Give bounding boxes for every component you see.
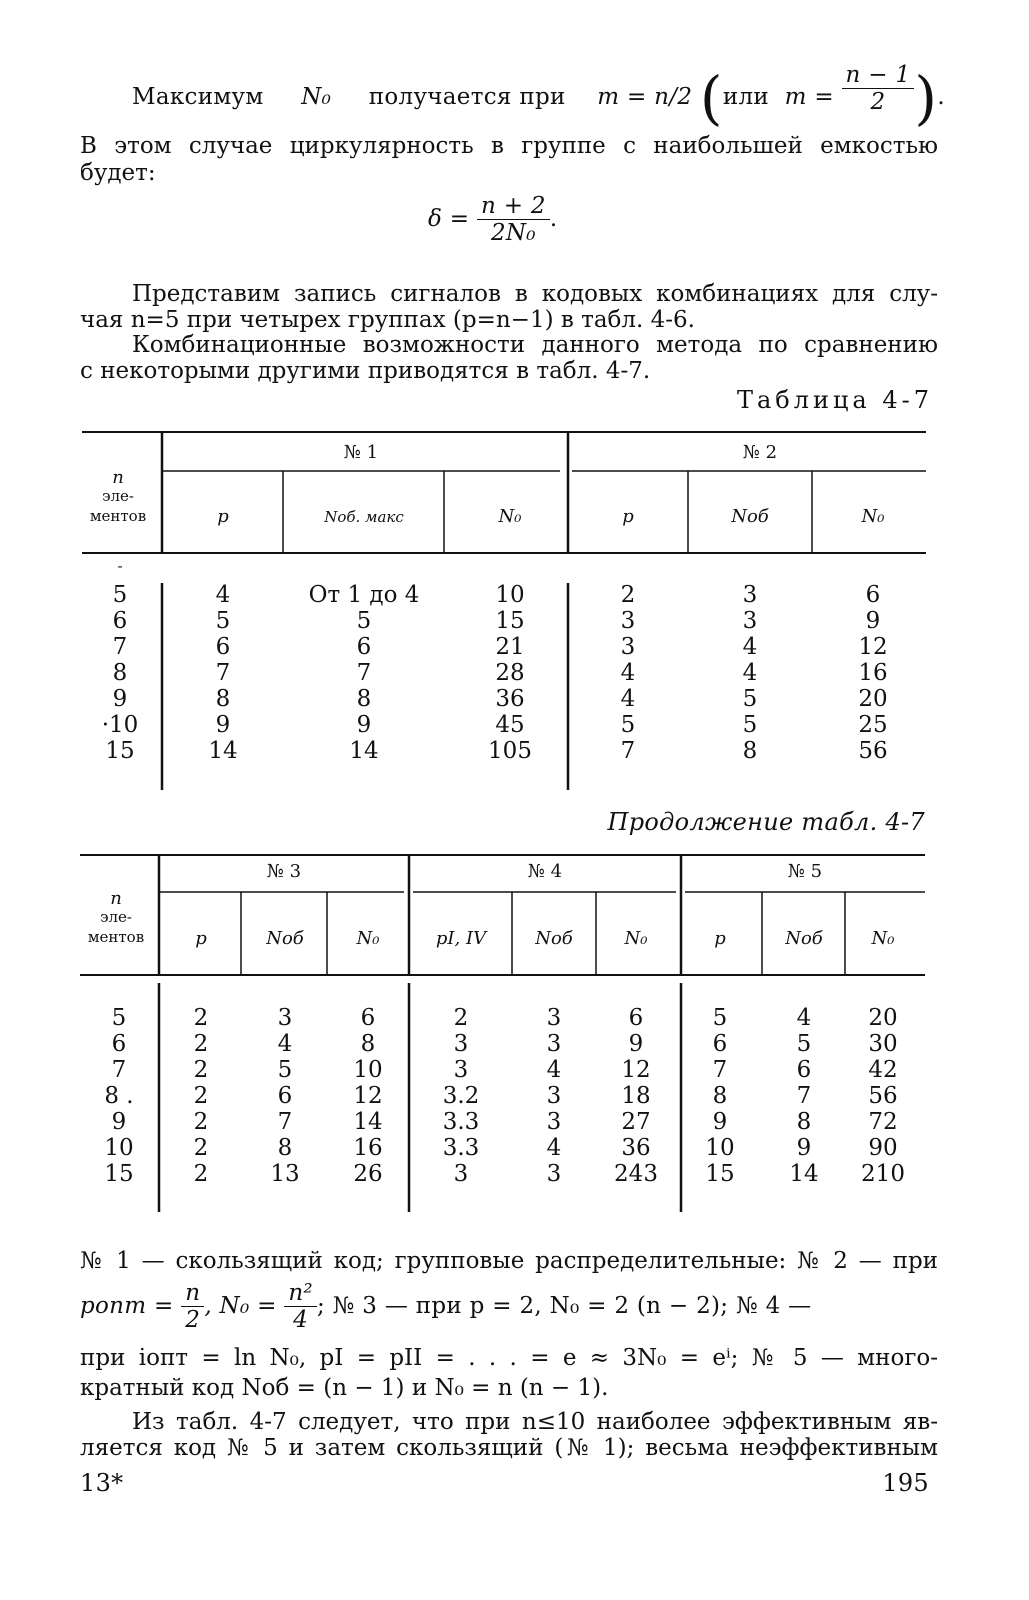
t2-cell-r3-c4: 3.2 <box>442 1083 480 1109</box>
notes-frac1-num: n <box>181 1280 204 1307</box>
t2-cell-r1-c1: 2 <box>193 1031 209 1057</box>
t2-cell-r5-c6: 36 <box>621 1135 651 1161</box>
t2-cell-r0-c4: 2 <box>453 1005 469 1031</box>
t2-cell-r4-c4: 3.3 <box>442 1109 480 1135</box>
t1-cell-r1-c5: 3 <box>742 608 758 634</box>
t2-cell-r0-c6: 6 <box>628 1005 644 1031</box>
t2-cell-r1-c2: 4 <box>277 1031 293 1057</box>
t1-cell-r4-c4: 4 <box>620 686 636 712</box>
t1-cell-r6-c2: 14 <box>349 738 379 764</box>
t2-cell-r5-c5: 4 <box>546 1135 562 1161</box>
notes-frac2-den: 4 <box>293 1307 309 1333</box>
t2-cell-r0-c9: 20 <box>868 1005 898 1031</box>
t2-cell-r4-c3: 14 <box>353 1109 383 1135</box>
t1-cell-r6-c3: 105 <box>488 738 532 764</box>
t1-cell-r4-c0: 9 <box>112 686 128 712</box>
t2-rowhdr-line2: эле- <box>100 908 132 926</box>
t2-cell-r2-c5: 4 <box>546 1057 562 1083</box>
left-paren: ( <box>699 64 723 132</box>
max-var: N₀ <box>301 84 332 110</box>
t2-cell-r6-c5: 3 <box>546 1161 562 1187</box>
table2-caption: Продолжение табл. 4-7 <box>607 808 925 836</box>
t1-col-nob: Nоб <box>731 506 769 527</box>
t2-rowhdr-n: n <box>110 888 122 909</box>
t2-cell-r2-c1: 2 <box>193 1057 209 1083</box>
t2-cell-r5-c8: 9 <box>796 1135 812 1161</box>
max-alt-word: или <box>722 84 769 110</box>
notes-line4: кратный код Nоб = (n − 1) и N₀ = n (n − 1). <box>80 1375 609 1401</box>
t2-cell-r5-c2: 8 <box>277 1135 293 1161</box>
t1-cell-r0-c2: От 1 до 4 <box>308 582 420 608</box>
t2-cell-r5-c9: 90 <box>868 1135 898 1161</box>
t1-cell-r3-c3: 28 <box>495 660 525 686</box>
t2-cell-r1-c6: 9 <box>628 1031 644 1057</box>
t2-col-n03: N₀ <box>356 928 380 949</box>
t2-cell-r5-c3: 16 <box>353 1135 383 1161</box>
t2-cell-r0-c8: 4 <box>796 1005 812 1031</box>
t2-cell-r2-c6: 12 <box>621 1057 651 1083</box>
t2-cell-r6-c8: 14 <box>789 1161 819 1187</box>
max-alt-num: n − 1 <box>842 62 915 89</box>
delta-formula: δ = $\frac{n + 2}{\text{2N₀}}$ . <box>428 193 558 246</box>
t2-rowhdr-line3: ментов <box>87 928 145 946</box>
t1-cell-r4-c2: 8 <box>356 686 372 712</box>
t2-cell-r3-c7: 8 <box>712 1083 728 1109</box>
t2-cell-r0-c3: 6 <box>360 1005 376 1031</box>
t2-cell-r1-c0: 6 <box>111 1031 127 1057</box>
t1-cell-r2-c1: 6 <box>215 634 231 660</box>
para1-line1: Представим запись сигналов в кодовых комбинациях для слу- <box>132 281 938 307</box>
t1-cell-r3-c6: 16 <box>858 660 888 686</box>
t2-col-nob3: Nоб <box>266 928 304 949</box>
table1-caption: Таблица 4-7 <box>736 386 933 414</box>
t1-group-1: № 1 <box>343 442 379 463</box>
t2-cell-r6-c6: 243 <box>614 1161 658 1187</box>
t2-cell-r0-c7: 5 <box>712 1005 728 1031</box>
t2-cell-r1-c8: 5 <box>796 1031 812 1057</box>
signature-mark: 13* <box>80 1469 124 1497</box>
t1-cell-r0-c5: 3 <box>742 582 758 608</box>
t2-cell-r4-c2: 7 <box>277 1109 293 1135</box>
t1-col-p1: p <box>217 506 229 527</box>
t2-cell-r6-c4: 3 <box>453 1161 469 1187</box>
case-line1: В этом случае циркулярность в группе с наибольшей емкостью <box>80 133 938 159</box>
notes-frac1-den: 2 <box>185 1307 201 1333</box>
t2-col-n05: N₀ <box>871 928 895 949</box>
case-line2: будет: <box>80 160 156 186</box>
t1-rowhdr-line2: эле- <box>102 487 134 505</box>
t1-cell-r2-c4: 3 <box>620 634 636 660</box>
notes-n0: , N₀ = <box>204 1293 277 1319</box>
t2-cell-r4-c8: 8 <box>796 1109 812 1135</box>
t2-cell-r0-c5: 3 <box>546 1005 562 1031</box>
t2-cell-r5-c4: 3.3 <box>442 1135 480 1161</box>
t1-cell-r5-c3: 45 <box>495 712 525 738</box>
t1-cell-r0-c1: 4 <box>215 582 231 608</box>
p-opt: pопт = <box>80 1293 174 1319</box>
t1-cell-r1-c3: 15 <box>495 608 525 634</box>
t2-cell-r5-c0: 10 <box>104 1135 134 1161</box>
t1-cell-r5-c2: 9 <box>356 712 372 738</box>
t1-col-nob-max: Nоб. макс <box>324 508 404 526</box>
t2-cell-r4-c0: 9 <box>111 1109 127 1135</box>
t1-cell-r4-c3: 36 <box>495 686 525 712</box>
t1-cell-r0-c4: 2 <box>620 582 636 608</box>
t1-cell-r1-c6: 9 <box>865 608 881 634</box>
t2-cell-r6-c3: 26 <box>353 1161 383 1187</box>
t2-group-5: № 5 <box>787 861 823 882</box>
right-paren: ) <box>914 64 938 132</box>
t2-cell-r6-c9: 210 <box>861 1161 905 1187</box>
t2-cell-r5-c7: 10 <box>705 1135 735 1161</box>
t1-cell-r1-c1: 5 <box>215 608 231 634</box>
max-mid: получается при <box>368 84 566 110</box>
t2-cell-r0-c1: 2 <box>193 1005 209 1031</box>
t2-cell-r0-c0: 5 <box>111 1005 127 1031</box>
t2-cell-r2-c0: 7 <box>111 1057 127 1083</box>
table2 <box>0 848 1029 1223</box>
notes-line2-rest: ; № 3 — при p = 2, N₀ = 2 (n − 2); № 4 — <box>316 1293 812 1319</box>
final-para-line1: Из табл. 4-7 следует, что при n≤10 наиболее эффективным яв- <box>132 1409 938 1435</box>
t2-col-nob5: Nоб <box>785 928 823 949</box>
t1-cell-r0-c6: 6 <box>865 582 881 608</box>
t2-cell-r6-c1: 2 <box>193 1161 209 1187</box>
t2-col-n04: N₀ <box>624 928 648 949</box>
notes-frac1 <box>181 1280 204 1333</box>
max-line-start: Максимум <box>132 84 264 110</box>
t1-cell-r3-c1: 7 <box>215 660 231 686</box>
t1-cell-r6-c4: 7 <box>620 738 636 764</box>
table1 <box>0 425 1029 805</box>
t1-cell-r5-c0: ·10 <box>101 712 139 738</box>
t1-cell-r5-c6: 25 <box>858 712 888 738</box>
t2-col-p5: p <box>714 928 726 949</box>
delta-lhs: δ = <box>428 206 470 232</box>
t1-cell-r3-c2: 7 <box>356 660 372 686</box>
t1-cell-r4-c6: 20 <box>858 686 888 712</box>
t2-cell-r4-c7: 9 <box>712 1109 728 1135</box>
t2-cell-r3-c9: 56 <box>868 1083 898 1109</box>
para1-line2: чая n=5 при четырех группах (p=n−1) в табл. 4-6. <box>80 307 695 333</box>
delta-den: 2N₀ <box>490 220 536 246</box>
t1-cell-r2-c3: 21 <box>495 634 525 660</box>
t2-cell-r1-c4: 3 <box>453 1031 469 1057</box>
t2-cell-r1-c9: 30 <box>868 1031 898 1057</box>
t1-rowhdr-n: n <box>112 467 124 488</box>
t1-cell-r6-c1: 14 <box>208 738 238 764</box>
t2-col-nob4: Nоб <box>535 928 573 949</box>
t2-cell-r3-c0: 8 . <box>104 1083 134 1109</box>
t1-cell-r1-c0: 6 <box>112 608 128 634</box>
t2-cell-r2-c8: 6 <box>796 1057 812 1083</box>
t1-cell-r3-c4: 4 <box>620 660 636 686</box>
table1-body <box>102 582 888 764</box>
t2-cell-r6-c7: 15 <box>705 1161 735 1187</box>
t2-cell-r3-c2: 6 <box>277 1083 293 1109</box>
t2-cell-r1-c5: 3 <box>546 1031 562 1057</box>
page-number: 195 <box>882 1469 929 1497</box>
t2-cell-r4-c1: 2 <box>193 1109 209 1135</box>
max-alt-lhs: m = <box>784 84 834 110</box>
t2-cell-r3-c1: 2 <box>193 1083 209 1109</box>
max-line: Максимум N₀ получается при m = n/2 (или m = $\frac{n - 1}{2}$ ). <box>132 61 945 132</box>
t2-cell-r6-c0: 15 <box>104 1161 134 1187</box>
t2-cell-r4-c6: 27 <box>621 1109 651 1135</box>
t2-cell-r1-c7: 6 <box>712 1031 728 1057</box>
t2-cell-r3-c8: 7 <box>796 1083 812 1109</box>
notes-line3: при iопт = ln N₀, pI = pII = . . . = e ≈ 3N₀ = eⁱ; № 5 — много- <box>80 1345 938 1371</box>
t2-cell-r4-c5: 3 <box>546 1109 562 1135</box>
delta-fraction <box>477 193 550 246</box>
notes-frac2 <box>284 1280 317 1333</box>
t1-cell-r2-c2: 6 <box>356 634 372 660</box>
t1-cell-r0-c3: 10 <box>495 582 525 608</box>
t1-cell-r4-c1: 8 <box>215 686 231 712</box>
t1-cell-r1-c4: 3 <box>620 608 636 634</box>
t1-cell-r5-c4: 5 <box>620 712 636 738</box>
t1-cell-r2-c0: 7 <box>112 634 128 660</box>
max-alt-den: 2 <box>870 88 886 115</box>
t2-cell-r5-c1: 2 <box>193 1135 209 1161</box>
t1-group-2: № 2 <box>742 442 778 463</box>
t1-col-p2: p <box>622 506 634 527</box>
t1-cell-r1-c2: 5 <box>356 608 372 634</box>
t2-cell-r2-c4: 3 <box>453 1057 469 1083</box>
t1-cell-r6-c5: 8 <box>742 738 758 764</box>
t2-group-3: № 3 <box>266 861 302 882</box>
t1-cell-r6-c6: 56 <box>858 738 888 764</box>
t1-col-n0-2: N₀ <box>861 506 885 527</box>
t1-rowhdr-line3: ментов <box>89 507 147 525</box>
t2-cell-r6-c2: 13 <box>270 1161 300 1187</box>
delta-num: n + 2 <box>477 193 550 220</box>
t2-cell-r1-c3: 8 <box>360 1031 376 1057</box>
t2-cell-r3-c3: 12 <box>353 1083 383 1109</box>
para2-line2: с некоторыми другими приводятся в табл. 4-7. <box>80 358 651 384</box>
t2-cell-r2-c7: 7 <box>712 1057 728 1083</box>
t2-cell-r0-c2: 3 <box>277 1005 293 1031</box>
t2-cell-r3-c5: 3 <box>546 1083 562 1109</box>
t1-stray-mark: - <box>117 557 123 575</box>
t2-group-4: № 4 <box>527 861 563 882</box>
t2-col-p4: pI, IV <box>435 928 487 949</box>
max-cond: m = n/2 <box>597 84 693 110</box>
t1-cell-r4-c5: 5 <box>742 686 758 712</box>
table2-body <box>104 1005 905 1187</box>
final-para-line2: ляется код № 5 и затем скользящий (№ 1); весьма неэффективным <box>80 1435 938 1461</box>
t1-cell-r2-c5: 4 <box>742 634 758 660</box>
t1-cell-r3-c0: 8 <box>112 660 128 686</box>
max-alt-fraction <box>842 62 915 115</box>
notes-line1: № 1 — скользящий код; групповые распределительные: № 2 — при <box>80 1248 938 1274</box>
t2-cell-r4-c9: 72 <box>868 1109 898 1135</box>
para2-line1: Комбинационные возможности данного метода по сравнению <box>132 332 938 358</box>
t1-cell-r2-c6: 12 <box>858 634 888 660</box>
t2-cell-r2-c3: 10 <box>353 1057 383 1083</box>
t1-col-n0-1: N₀ <box>498 506 522 527</box>
t2-cell-r3-c6: 18 <box>621 1083 651 1109</box>
t1-cell-r5-c1: 9 <box>215 712 231 738</box>
t1-cell-r5-c5: 5 <box>742 712 758 738</box>
t2-cell-r2-c2: 5 <box>277 1057 293 1083</box>
t2-cell-r2-c9: 42 <box>868 1057 898 1083</box>
t1-cell-r6-c0: 15 <box>105 738 135 764</box>
t1-cell-r0-c0: 5 <box>112 582 128 608</box>
notes-line2 <box>80 1280 811 1333</box>
t2-col-p3: p <box>195 928 207 949</box>
t1-cell-r3-c5: 4 <box>742 660 758 686</box>
notes-frac2-num: n² <box>284 1280 317 1307</box>
